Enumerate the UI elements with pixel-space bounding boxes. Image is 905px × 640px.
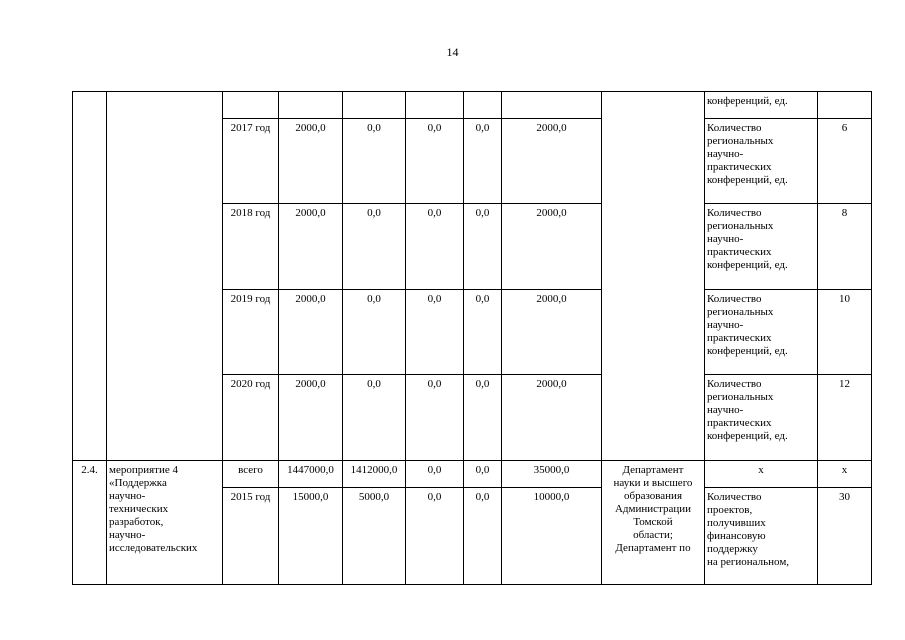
executor-cell-empty	[602, 92, 705, 461]
federal-cell: 5000,0	[343, 488, 406, 585]
local-cell: 0,0	[464, 488, 502, 585]
program-table	[72, 91, 872, 585]
regional-cell: 0,0	[406, 204, 464, 290]
year-cell: всего	[223, 461, 279, 488]
federal-cell: 0,0	[343, 204, 406, 290]
federal-cell: 0,0	[343, 119, 406, 204]
federal-cell: 0,0	[343, 375, 406, 461]
table-row	[73, 461, 872, 488]
indicator-cell: конференций, ед.	[705, 92, 818, 119]
value-cell: 12	[818, 375, 872, 461]
local-cell: 0,0	[464, 119, 502, 204]
total-cell: 2000,0	[279, 119, 343, 204]
extrabudget-cell: 2000,0	[502, 375, 602, 461]
federal-cell: 1412000,0	[343, 461, 406, 488]
total-cell: 1447000,0	[279, 461, 343, 488]
extrabudget-cell: 2000,0	[502, 204, 602, 290]
extrabudget-cell: 10000,0	[502, 488, 602, 585]
total-cell: 2000,0	[279, 290, 343, 375]
year-cell: 2019 год	[223, 290, 279, 375]
value-cell: 30	[818, 488, 872, 585]
local-cell: 0,0	[464, 290, 502, 375]
indicator-cell: Количество региональных научно- практических конференций, ед.	[705, 375, 818, 461]
number-cell-empty	[73, 92, 107, 461]
name-cell-empty	[107, 92, 223, 461]
year-cell: 2015 год	[223, 488, 279, 585]
local-cell: 0,0	[464, 204, 502, 290]
regional-cell: 0,0	[406, 375, 464, 461]
page-number: 14	[446, 45, 459, 59]
indicator-cell: Количество региональных научно- практических конференций, ед.	[705, 204, 818, 290]
federal-cell: 0,0	[343, 290, 406, 375]
value-cell: 8	[818, 204, 872, 290]
total-cell: 2000,0	[279, 204, 343, 290]
value-cell: 10	[818, 290, 872, 375]
value-cell: 6	[818, 119, 872, 204]
year-cell: 2017 год	[223, 119, 279, 204]
regional-cell: 0,0	[406, 461, 464, 488]
total-cell: 2000,0	[279, 375, 343, 461]
local-cell: 0,0	[464, 461, 502, 488]
executor-cell: Департамент науки и высшего образования Администрации Томской области; Департамент по	[602, 461, 705, 585]
regional-cell: 0,0	[406, 488, 464, 585]
extrabudget-cell: 2000,0	[502, 119, 602, 204]
indicator-cell: Количество проектов, получивших финансовую поддержку на региональном,	[705, 488, 818, 585]
regional-cell: 0,0	[406, 119, 464, 204]
local-cell: 0,0	[464, 375, 502, 461]
indicator-cell: Количество региональных научно- практических конференций, ед.	[705, 290, 818, 375]
indicator-cell: х	[705, 461, 818, 488]
extrabudget-cell: 35000,0	[502, 461, 602, 488]
regional-cell: 0,0	[406, 290, 464, 375]
value-cell: х	[818, 461, 872, 488]
year-cell: 2018 год	[223, 204, 279, 290]
indicator-cell: Количество региональных научно- практических конференций, ед.	[705, 119, 818, 204]
extrabudget-cell: 2000,0	[502, 290, 602, 375]
table-row	[73, 92, 872, 119]
total-cell: 15000,0	[279, 488, 343, 585]
year-cell: 2020 год	[223, 375, 279, 461]
measure-number: 2.4.	[73, 461, 107, 585]
measure-name: мероприятие 4 «Поддержка научно- технических разработок, научно- исследовательских	[107, 461, 223, 585]
